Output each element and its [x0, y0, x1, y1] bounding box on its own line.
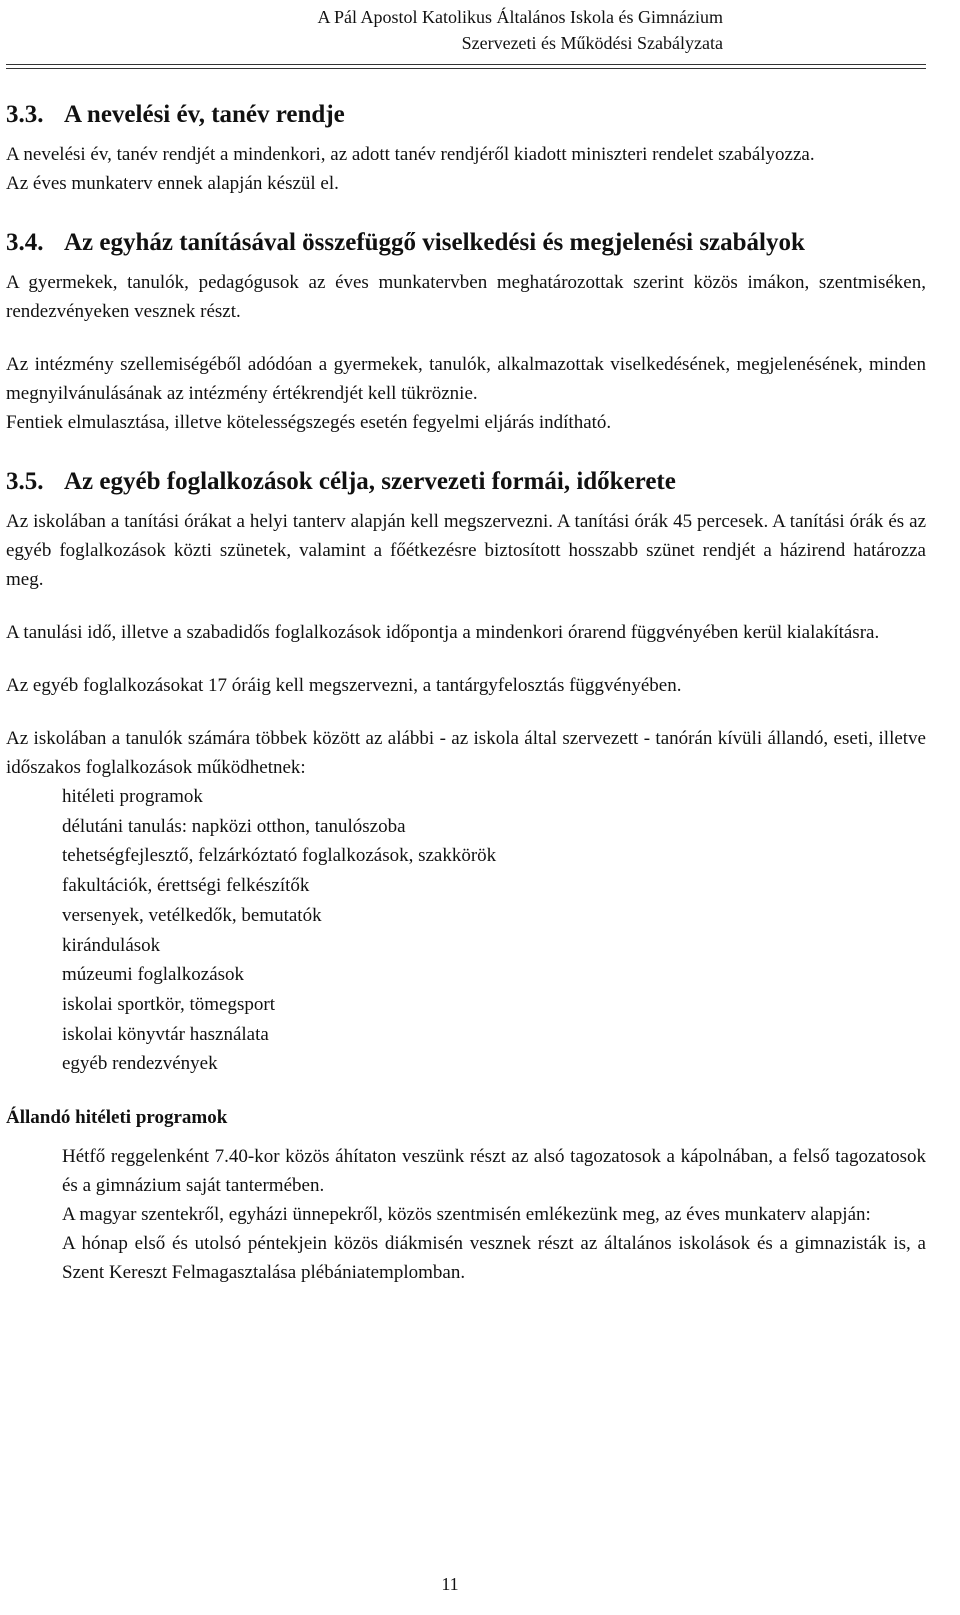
- paragraph: A nevelési év, tanév rendjét a mindenkori, az adott tanév rendjéről kiadott miniszteri rendelet szabályozza.: [6, 144, 815, 165]
- header-rule-top: [6, 64, 926, 65]
- paragraph: Az intézmény szellemiségéből adódóan a gyermekek, tanulók, alkalmazottak viselkedésének, megjelenésének, minden megnyilvánulásának az intézmény értékrendjét kell tükröznie.: [6, 354, 926, 404]
- paragraph: Fentiek elmulasztása, illetve kötelességszegés esetén fegyelmi eljárás indítható.: [6, 412, 612, 433]
- list-item: egyéb rendezvények: [62, 1053, 218, 1075]
- section-heading-3-4: [6, 228, 926, 258]
- list-item: tehetségfejlesztő, felzárkóztató foglalkozások, szakkörök: [62, 845, 497, 867]
- list-item: hitéleti programok: [62, 786, 203, 807]
- list-item: múzeumi foglalkozások: [62, 964, 245, 986]
- section-title: Az egyéb foglalkozások célja, szervezeti formái, időkerete: [64, 468, 676, 495]
- section-heading-3-3: [6, 100, 926, 130]
- section-title: Az egyház tanításával összefüggő viselkedési és megjelenési szabályok: [64, 229, 805, 256]
- list-item: kirándulások: [62, 934, 161, 956]
- list-item: iskolai sportkör, tömegsport: [62, 993, 275, 1015]
- section-heading-3-5: [6, 467, 926, 497]
- section-number: 3.5.: [6, 468, 44, 495]
- page-number: 11: [441, 1574, 459, 1594]
- header-rule-bottom: [6, 68, 926, 69]
- document-body: [6, 100, 926, 1287]
- section-number: 3.3.: [6, 101, 44, 128]
- paragraph: A magyar szentekről, egyházi ünnepekről, közös szentmisén emlékezünk meg, az éves munkaterv alapján:: [62, 1204, 871, 1226]
- paragraph: Hétfő reggelenként 7.40-kor közös áhítaton veszünk részt az alsó tagozatosok a kápolnában, a felső tagozatosok és a gimnázium saját tantermében.: [62, 1146, 926, 1197]
- paragraph: Az iskolában a tanítási órákat a helyi tanterv alapján kell megszervezni. A tanítási órák 45 percesek. A tanítási órák és az egyéb foglalkozások közti szünetek, valamint a főétkezésre biztosított hosszabb szünet rendjét a házirend határozza meg.: [6, 511, 926, 590]
- paragraph: A hónap első és utolsó péntekjein közös diákmisén vesznek részt az általános iskolások és a gimnazisták is, a Szent Kereszt Felmagasztalása plébániatemplomban.: [62, 1233, 926, 1284]
- paragraph: Az iskolában a tanulók számára többek között az alábbi - az iskola által szervezett - tanórán kívüli állandó, eseti, illetve időszakos foglalkozások működhetnek:: [6, 728, 926, 778]
- section-number: 3.4.: [6, 229, 44, 256]
- list-item: délutáni tanulás: napközi otthon, tanulószoba: [62, 815, 406, 837]
- list-item: versenyek, vetélkedők, bemutatók: [62, 904, 322, 926]
- paragraph: Az éves munkaterv ennek alapján készül el.: [6, 173, 339, 194]
- paragraph: A tanulási idő, illetve a szabadidős foglalkozások időpontja a mindenkori órarend függvényében kerül kialakításra.: [6, 622, 880, 643]
- subheading: Állandó hitéleti programok: [6, 1107, 228, 1129]
- section-title: A nevelési év, tanév rendje: [64, 101, 345, 128]
- activities-list: [6, 782, 926, 1079]
- header-school-name: A Pál Apostol Katolikus Általános Iskola és Gimnázium: [317, 7, 723, 27]
- paragraph: Az egyéb foglalkozásokat 17 óráig kell megszervezni, a tantárgyfelosztás függvényében.: [6, 675, 682, 696]
- running-header: [318, 4, 723, 56]
- list-item: iskolai könyvtár használata: [62, 1023, 269, 1045]
- paragraph: A gyermekek, tanulók, pedagógusok az éves munkatervben meghatározottak szerint közös imákon, szentmiséken, rendezvényeken vesznek részt.: [6, 272, 926, 322]
- indented-block: [6, 1142, 926, 1287]
- list-item: fakultációk, érettségi felkészítők: [62, 875, 310, 897]
- header-document-title: Szervezeti és Működési Szabályzata: [461, 33, 723, 53]
